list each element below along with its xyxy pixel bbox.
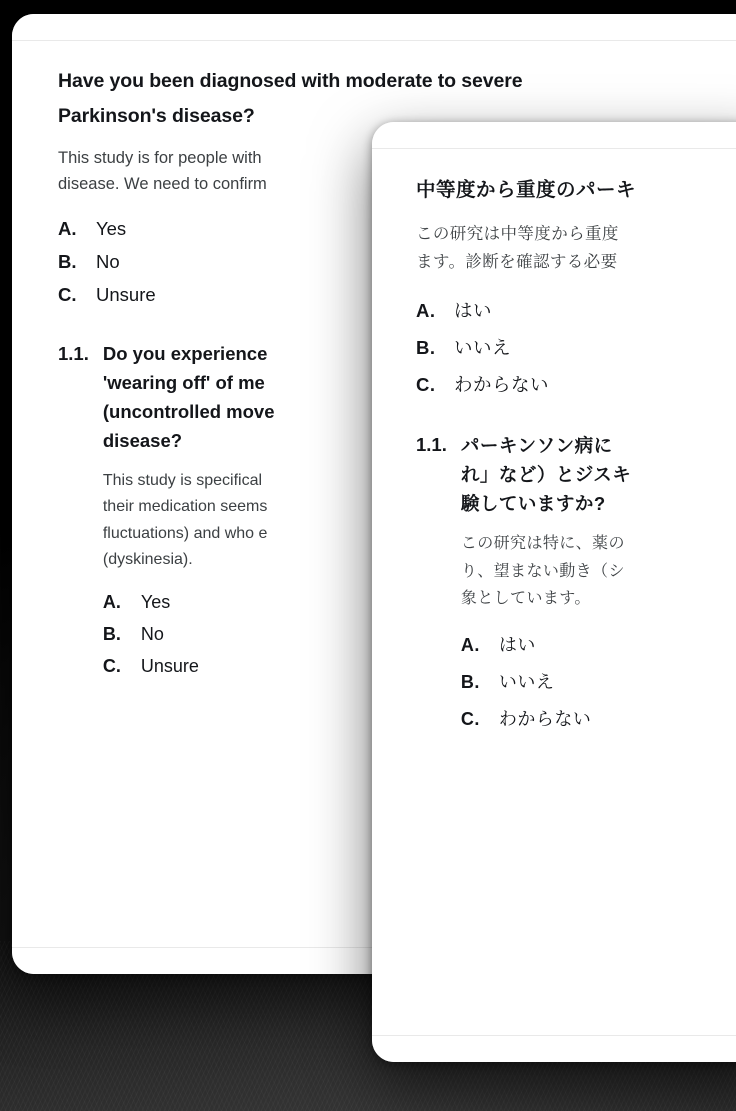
subquestion-title-line-4: disease? — [102, 429, 183, 451]
subquestion-title-line-2: 'wearing off' of me — [102, 372, 265, 394]
subquestion-description-line-3: fluctuations) and who e — [102, 524, 268, 542]
ja-question-options — [416, 297, 736, 397]
option-a-letter: A. — [58, 218, 77, 240]
ja-option-c-letter: C. — [416, 373, 436, 395]
ja-subquestion-number: 1.1. — [416, 433, 447, 455]
ja-subquestion-description-line-1: この研究は特に、薬の — [460, 535, 625, 553]
ja-subquestion-option-c-letter: C. — [460, 708, 480, 729]
subquestion-description-line-4: (dyskinesia). — [102, 551, 193, 569]
ja-question-title: 中等度から重度のパーキ — [416, 179, 637, 201]
ja-card-bottom-divider — [372, 1035, 736, 1062]
ja-subquestion-option-a-letter: A. — [460, 634, 480, 655]
subquestion-option-b-label: No — [140, 623, 164, 644]
ja-subquestion-description-line-3: 象としています。 — [460, 590, 591, 608]
ja-subquestion-title-line-1: パーキンソン病に — [460, 434, 613, 456]
subquestion-description-line-1: This study is specifical — [102, 471, 263, 489]
ja-subquestion-description — [461, 530, 736, 613]
ja-subquestion-title — [461, 431, 736, 519]
option-b-label: No — [96, 251, 120, 273]
ja-option-b-label: いいえ — [454, 336, 512, 358]
ja-subquestion-options — [461, 631, 736, 731]
japanese-card-body — [372, 149, 736, 742]
ja-subquestion-1-1 — [416, 431, 736, 742]
ja-subquestion-option-c[interactable] — [461, 705, 736, 731]
card-top-divider — [12, 14, 736, 41]
ja-option-a-label: はい — [454, 299, 493, 321]
question-description-line-1: This study is for people with — [58, 148, 262, 167]
ja-option-a-letter: A. — [416, 299, 436, 321]
ja-subquestion-option-a[interactable] — [461, 631, 736, 657]
ja-subquestion-option-a-label: はい — [498, 634, 536, 655]
japanese-survey-card — [372, 122, 736, 1062]
ja-subquestion-title-line-2: れ」など）とジスキ — [460, 463, 632, 485]
ja-option-c-label: わからない — [454, 373, 550, 395]
ja-subquestion-option-b-letter: B. — [460, 671, 480, 692]
option-b-letter: B. — [58, 251, 77, 273]
ja-question-description-line-1: この研究は中等度から重度 — [416, 224, 619, 243]
subquestion-option-b-letter: B. — [102, 623, 121, 644]
ja-subquestion-description-line-2: り、望まない動き（シ — [460, 562, 625, 580]
ja-subquestion-content — [461, 431, 736, 742]
ja-option-b[interactable] — [416, 334, 736, 360]
question-description-line-2: disease. We need to confirm — [58, 175, 267, 194]
option-c-label: Unsure — [96, 284, 156, 306]
ja-subquestion-option-b[interactable] — [461, 668, 736, 694]
ja-option-c[interactable] — [416, 371, 736, 397]
subquestion-title-line-3: (uncontrolled move — [102, 400, 275, 422]
ja-card-top-divider — [372, 122, 736, 149]
ja-option-a[interactable] — [416, 297, 736, 323]
subquestion-title-line-1: Do you experience — [102, 343, 268, 365]
ja-question-description — [416, 220, 736, 277]
ja-subquestion-title-line-3: 験していますか? — [460, 492, 606, 514]
ja-subquestion-option-c-label: わからない — [498, 708, 592, 729]
question-title-line-2: Parkinson's disease? — [58, 104, 255, 127]
subquestion-number: 1.1. — [58, 343, 89, 365]
ja-page-title — [416, 175, 736, 206]
ja-question-description-line-2: ます。診断を確認する必要 — [416, 253, 618, 272]
option-c-letter: C. — [58, 284, 77, 306]
page-title — [58, 67, 720, 96]
ja-subquestion-option-b-label: いいえ — [498, 671, 555, 692]
option-a-label: Yes — [96, 218, 127, 240]
subquestion-option-a-label: Yes — [140, 591, 171, 612]
ja-option-b-letter: B. — [416, 336, 436, 358]
question-title-line-1: Have you been diagnosed with moderate to severe — [58, 70, 523, 92]
subquestion-option-c-letter: C. — [102, 655, 121, 676]
subquestion-description-line-2: their medication seems — [102, 498, 268, 516]
subquestion-option-a-letter: A. — [102, 591, 121, 612]
subquestion-option-c-label: Unsure — [140, 655, 199, 676]
